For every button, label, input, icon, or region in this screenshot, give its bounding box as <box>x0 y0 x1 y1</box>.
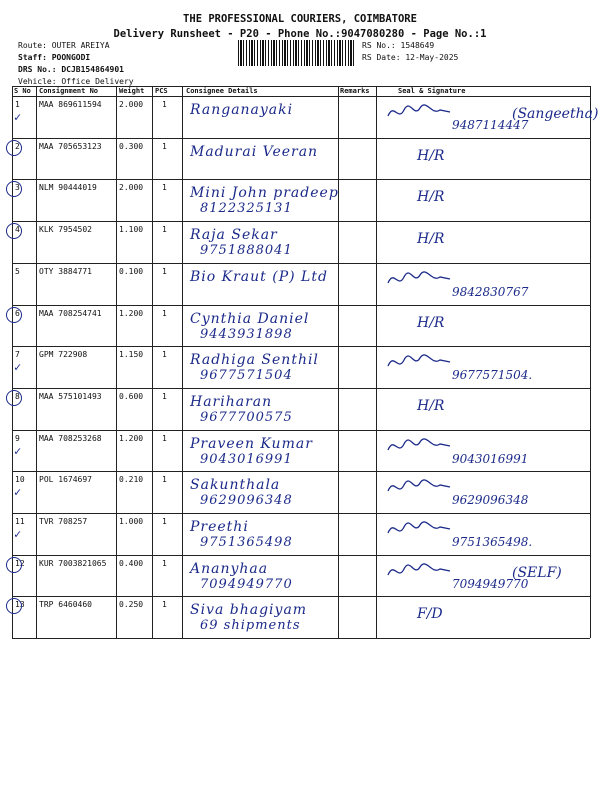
row-sno: 8 <box>15 391 20 401</box>
table-row <box>12 96 599 138</box>
rs-number: RS No.: 1548649 <box>362 41 435 50</box>
weight: 2.000 <box>119 100 144 109</box>
consignment-number: TVR 708257 <box>39 517 88 526</box>
consignee-name: Raja Sekar <box>190 227 278 244</box>
col-header-pcs: PCS <box>155 87 168 95</box>
seal-text: H/R <box>417 189 445 206</box>
seal-phone: 9751365498. <box>452 535 533 549</box>
consignee-phone: 9677700575 <box>200 409 293 425</box>
seal-text: H/R <box>417 397 445 414</box>
table-row <box>12 430 590 472</box>
seal-phone: 9487114447 <box>452 118 529 132</box>
signature-scribble <box>384 350 454 374</box>
weight: 2.000 <box>119 183 144 193</box>
weight: 0.600 <box>119 391 144 401</box>
signature-scribble <box>384 100 454 124</box>
seal-phone: 9629096348 <box>452 493 529 508</box>
col-header-seal: Seal & Signature <box>398 87 466 95</box>
weight: 1.150 <box>119 350 144 360</box>
weight: 1.200 <box>119 433 144 443</box>
table-row <box>12 305 590 347</box>
table-row <box>12 346 590 388</box>
consignment-number: KLK 7954502 <box>39 225 92 235</box>
row-divider <box>12 86 590 87</box>
weight: 0.400 <box>119 558 144 568</box>
row-sno: 2 <box>15 141 20 151</box>
seal-phone: 9842830767 <box>452 284 529 299</box>
pcs: 1 <box>162 391 167 401</box>
seal-text: H/R <box>417 231 445 248</box>
consignee-phone: 9751888041 <box>200 243 293 259</box>
seal-phone: 7094949770 <box>452 576 529 591</box>
consignee-name: Cynthia Daniel <box>190 310 310 327</box>
row-sno: 3 <box>15 183 20 193</box>
row-sno: 13 <box>15 600 25 610</box>
pcs: 1 <box>162 183 167 193</box>
table-row <box>12 471 590 513</box>
row-sno: 6 <box>15 308 20 318</box>
consignee-name: Ananyhaa <box>190 560 269 577</box>
row-sno: 5 <box>15 266 20 276</box>
consignee-name: Madurai Veeran <box>190 143 319 160</box>
pcs: 1 <box>162 141 167 151</box>
consignment-number: KUR 7003821065 <box>39 558 107 568</box>
pcs: 1 <box>162 475 167 485</box>
pen-circle-mark <box>6 307 22 323</box>
weight: 1.100 <box>119 225 144 235</box>
table-row <box>12 221 590 263</box>
row-sno: 1 <box>15 100 20 109</box>
consignee-name: Praveen Kumar <box>190 435 313 452</box>
weight: 1.200 <box>119 308 144 318</box>
seal-text: (SELF) <box>512 564 562 581</box>
consignee-name: Siva bhagiyam <box>190 602 308 619</box>
consignment-number: MAA 708253268 <box>39 433 102 443</box>
table-row <box>12 138 590 180</box>
consignment-number: MAA 708254741 <box>39 308 102 318</box>
runsheet-table <box>12 86 599 638</box>
weight: 0.250 <box>119 600 144 610</box>
consignee-phone: 9043016991 <box>200 451 293 467</box>
col-divider <box>590 86 591 638</box>
col-header-consignment: Consignment No <box>39 87 99 95</box>
consignee-name: Hariharan <box>190 393 273 410</box>
pen-circle-mark <box>6 390 22 406</box>
col-header-weight: Weight <box>119 87 145 95</box>
weight: 1.000 <box>119 517 144 526</box>
pen-circle-mark <box>6 140 22 156</box>
meta-left <box>18 40 134 88</box>
runsheet-title: Delivery Runsheet - P20 - Phone No.:9047080280 - Page No.:1 <box>113 28 487 40</box>
barcode <box>238 40 356 66</box>
table-row <box>12 513 590 555</box>
pcs: 1 <box>162 100 167 109</box>
consignment-number: MAA 705653123 <box>39 141 102 151</box>
signature-scribble <box>384 434 454 458</box>
consignee-name: Sakunthala <box>190 477 281 494</box>
vehicle: Vehicle: Office Delivery <box>18 77 134 86</box>
pen-circle-mark <box>6 557 22 573</box>
pcs: 1 <box>162 225 167 235</box>
consignment-number: OTY 3884771 <box>39 266 92 276</box>
consignment-number: MAA 869611594 <box>39 100 102 109</box>
row-sno: 7 <box>15 350 20 360</box>
pcs: 1 <box>162 558 167 568</box>
consignment-number: MAA 575101493 <box>39 391 102 401</box>
weight: 0.100 <box>119 266 144 276</box>
table-row <box>12 263 590 305</box>
signature-scribble <box>384 517 454 541</box>
row-divider <box>12 638 590 639</box>
signature-scribble <box>384 475 454 499</box>
consignee-phone: 8122325131 <box>200 201 293 217</box>
seal-text: (Sangeetha) <box>512 106 599 122</box>
pen-tick-mark: ✓ <box>14 110 22 124</box>
consignee-name: Mini John pradeep <box>190 185 339 202</box>
rs-date: RS Date: 12-May-2025 <box>362 53 459 62</box>
table-row <box>12 179 590 221</box>
meta-right <box>362 40 458 64</box>
weight: 0.300 <box>119 141 144 151</box>
seal-text: H/R <box>417 147 445 164</box>
pcs: 1 <box>162 350 167 360</box>
consignee-name: Bio Kraut (P) Ltd <box>190 268 328 285</box>
consignee-phone: 9443931898 <box>200 326 293 342</box>
pcs: 1 <box>162 266 167 276</box>
signature-scribble <box>384 267 454 291</box>
pcs: 1 <box>162 600 167 610</box>
pen-circle-mark <box>6 598 22 614</box>
consignee-name: Preethi <box>190 519 249 535</box>
seal-text: F/D <box>417 606 443 623</box>
weight: 0.210 <box>119 475 144 485</box>
pen-tick-mark: ✓ <box>14 443 22 458</box>
pen-circle-mark <box>6 223 22 239</box>
seal-phone: 9677571504. <box>452 368 533 383</box>
pen-tick-mark: ✓ <box>14 527 22 541</box>
pen-tick-mark: ✓ <box>14 360 22 375</box>
consignee-name: Radhiga Senthil <box>190 352 319 369</box>
consignee-phone: 7094949770 <box>200 576 293 592</box>
company-title: THE PROFESSIONAL COURIERS, COIMBATORE <box>183 13 417 25</box>
pcs: 1 <box>162 517 167 526</box>
row-sno: 11 <box>15 517 25 526</box>
pcs: 1 <box>162 433 167 443</box>
staff: Staff: POONGODI <box>18 53 91 62</box>
col-header-consignee: Consignee Details <box>186 87 258 95</box>
row-sno: 9 <box>15 433 20 443</box>
seal-phone: 9043016991 <box>452 451 529 466</box>
consignment-number: POL 1674697 <box>39 475 92 485</box>
col-header-sno: S No <box>14 87 31 95</box>
consignee-name: Ranganayaki <box>190 102 294 118</box>
table-row <box>12 388 590 430</box>
consignee-phone: 9751365498 <box>200 535 293 550</box>
pcs: 1 <box>162 308 167 318</box>
consignee-phone: 69 shipments <box>200 618 301 634</box>
consignment-number: GPM 722908 <box>39 350 88 360</box>
consignee-phone: 9629096348 <box>200 493 293 509</box>
col-header-remarks: Remarks <box>340 87 370 95</box>
route: Route: OUTER AREIYA <box>18 41 110 50</box>
row-sno: 12 <box>15 558 25 568</box>
signature-scribble <box>384 559 454 583</box>
row-sno: 4 <box>15 225 20 235</box>
seal-text: H/R <box>417 314 445 331</box>
consignment-number: NLM 90444019 <box>39 183 97 193</box>
consignee-phone: 9677571504 <box>200 368 293 384</box>
row-sno: 10 <box>15 475 25 485</box>
consignment-number: TRP 6460460 <box>39 600 92 610</box>
drs-number: DRS No.: DCJB154864901 <box>18 65 124 74</box>
table-row <box>12 596 590 638</box>
pen-tick-mark: ✓ <box>14 485 22 500</box>
table-row <box>12 555 590 597</box>
pen-circle-mark <box>6 181 22 197</box>
